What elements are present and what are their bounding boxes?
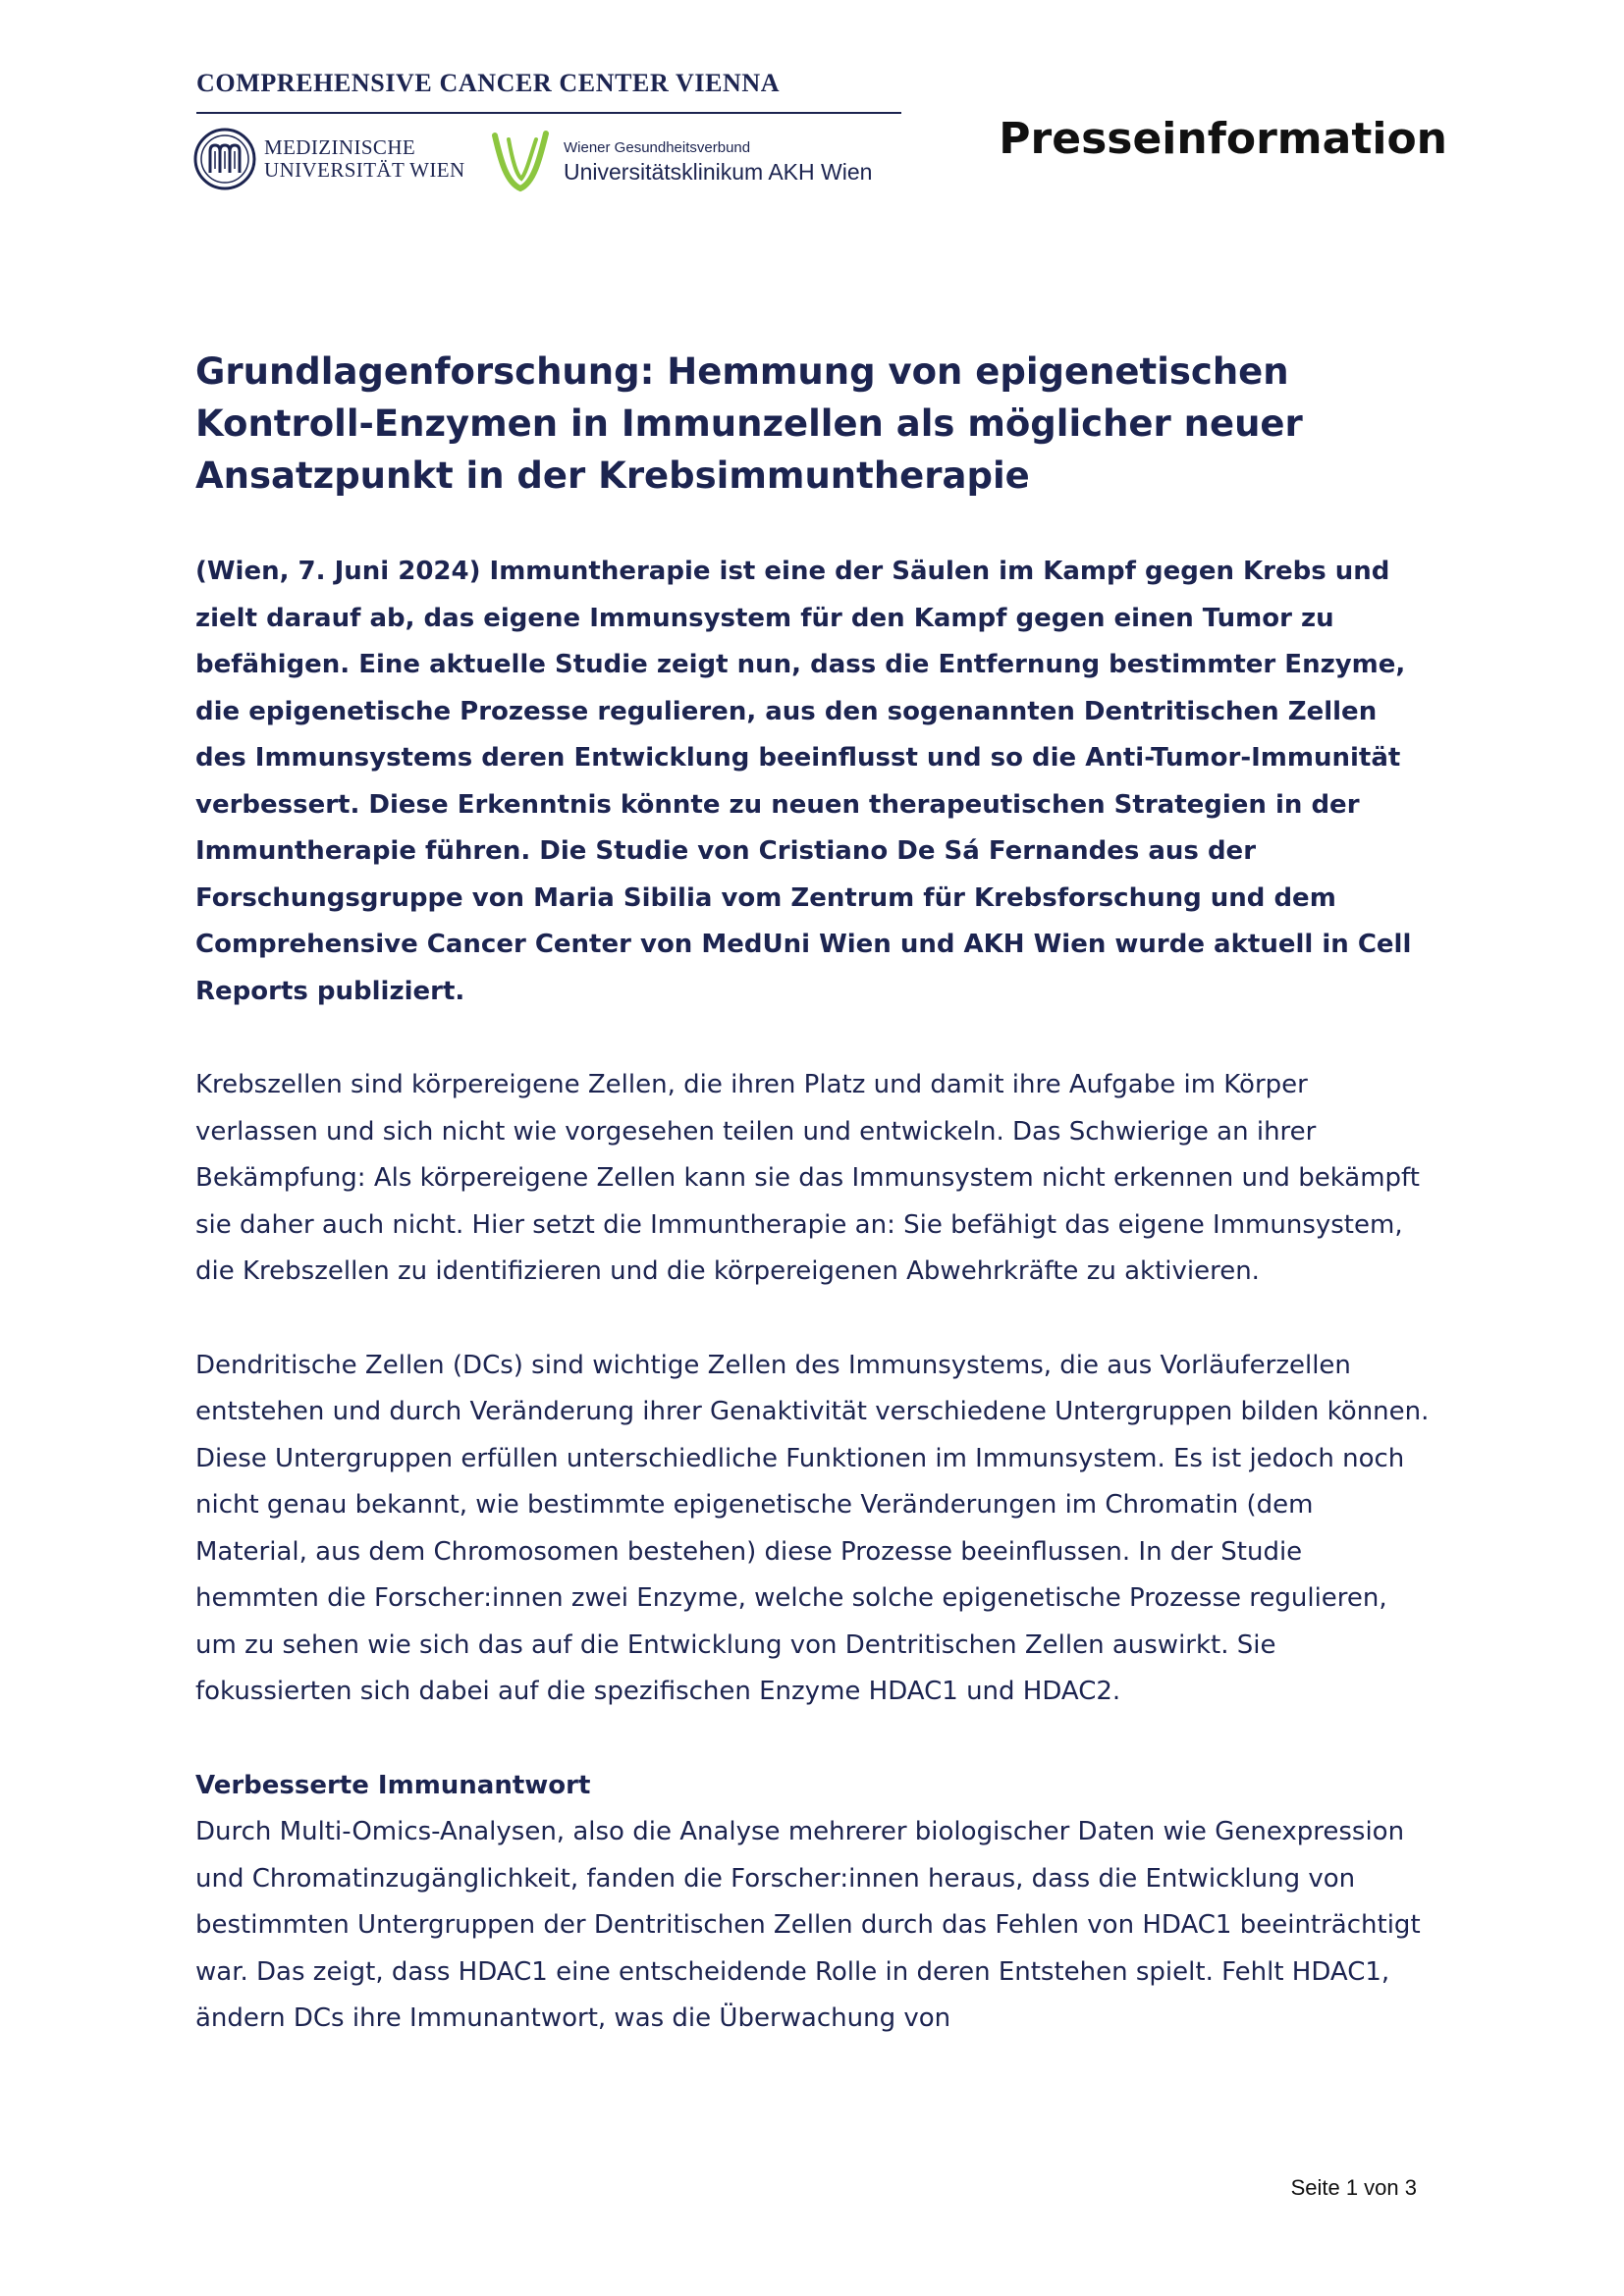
header-divider: [196, 112, 901, 114]
paragraph-1: Krebszellen sind körpereigene Zellen, die ihren Platz und damit ihre Aufgabe im Körper verlassen und sich nicht wie vorgesehen teilen und entwickeln. Das Schwierige an ihrer Bekämpfung: Als körpereigene Zellen kann sie das Immunsystem nicht erkennen und bekämpft sie daher auch nicht. Hier setzt die Immuntherapie an: Sie befähigt das eigene Immunsystem, die Krebszellen zu identifizieren und die körpereigenen Abwehrkräfte zu aktivieren.: [195, 1070, 1420, 1286]
akh-line1: Wiener Gesundheitsverbund: [564, 139, 751, 156]
meduni-wordmark: [264, 136, 465, 182]
page-number: Seite 1 von 3: [1290, 2175, 1417, 2200]
institution-header: [196, 69, 903, 98]
meduni-logo: [193, 128, 465, 190]
paragraph-3: Durch Multi-Omics-Analysen, also die Analyse mehrerer biologischer Daten wie Genexpression und Chromatinzugänglichkeit, fanden die Forscher:innen heraus, dass die Entwicklung von bestimmten Untergruppen der Dentritischen Zellen durch das Fehlen von HDAC1 beeinträchtigt war. Das zeigt, dass HDAC1 eine entscheidende Rolle in deren Entstehen spielt. Fehlt HDAC1, ändern DCs ihre Immunantwort, was die Überwachung von: [195, 1817, 1421, 2033]
akh-line2: Universitätsklinikum AKH Wien: [564, 159, 873, 185]
meduni-seal-icon: [193, 128, 256, 190]
article-title: Grundlagenforschung: Hemmung von epigenetischen Kontroll-Enzymen in Immunzellen als möglicher neuer Ansatzpunkt in der Krebsimmuntherapie: [195, 350, 1303, 497]
paragraph-2: Dendritische Zellen (DCs) sind wichtige Zellen des Immunsystems, die aus Vorläuferzellen entstehen und durch Veränderung ihrer Genaktivität verschiedene Untergruppen bilden können. Diese Untergruppen erfüllen unterschiedliche Funktionen im Immunsystem. Es ist jedoch noch nicht genau bekannt, wie bestimmte epigenetische Veränderungen im Chromatin (dem Material, aus dem Chromosomen bestehen) diese Prozesse beeinflussen. In der Studie hemmten die Forscher:innen zwei Enzyme, welche solche epigenetische Prozesse regulieren, um zu sehen wie sich das auf die Entwicklung von Dentritischen Zellen auswirkt. Sie fokussierten sich dabei auf die spezifischen Enzyme HDAC1 und HDAC2.: [195, 1350, 1430, 1706]
ccc-title: COMPREHENSIVE CANCER CENTER VIENNA: [196, 69, 781, 97]
meduni-line2: UNIVERSITÄT WIEN: [264, 158, 465, 182]
akh-logo: [491, 128, 872, 196]
document-type-label: Presseinformation: [999, 114, 1447, 164]
akh-wordmark: [564, 138, 872, 186]
wigev-checkmark-icon: [491, 128, 556, 196]
article-body: [195, 346, 1433, 2043]
meduni-line1: MEDIZINISCHE: [264, 135, 416, 159]
article-lead: (Wien, 7. Juni 2024) Immuntherapie ist eine der Säulen im Kampf gegen Krebs und zielt darauf ab, das eigene Immunsystem für den Kampf gegen einen Tumor zu befähigen. Eine aktuelle Studie zeigt nun, dass die Entfernung bestimmter Enzyme, die epigenetische Prozesse regulieren, aus den sogenannten Dentritischen Zellen des Immunsystems deren Entwicklung beeinflusst und so die Anti-Tumor-Immunität verbessert. Diese Erkenntnis könnte zu neuen therapeutischen Strategien in der Immuntherapie führen. Die Studie von Cristiano De Sá Fernandes aus der Forschungsgruppe von Maria Sibilia vom Zentrum für Krebsforschung und dem Comprehensive Cancer Center von MedUni Wien und AKH Wien wurde aktuell in Cell Reports publiziert.: [195, 557, 1412, 1006]
section-subheading: Verbesserte Immunantwort: [195, 1770, 591, 1800]
